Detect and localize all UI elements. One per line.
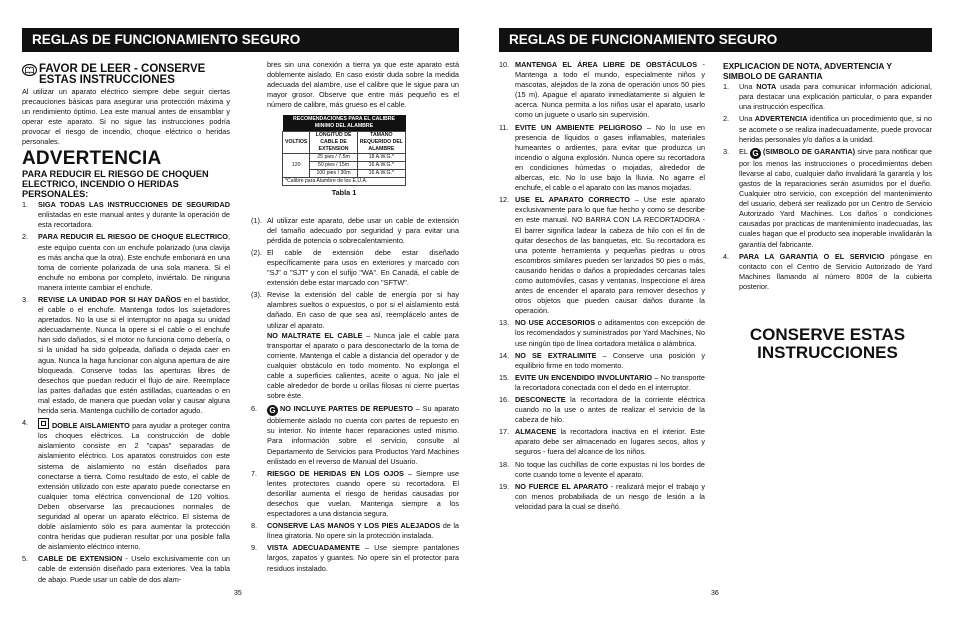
table-caption: Tabla 1: [331, 188, 357, 198]
item-bold: NOTA: [756, 82, 777, 92]
item-number: (3).: [251, 290, 262, 300]
col2-top-text: bres sin una conexión a tierra ya que este aparato está doblemente aislado. En caso existir duda sobre la medida adecuada del alambre, use el calibre que le sigue para un mayor grosor. Observe que entre más pequeño es el número de calibre, más grueso es el cable.: [267, 60, 459, 110]
item-number: 3.: [22, 295, 29, 305]
table-footnote: *Calibre para Alambre de los E.U.A.: [283, 178, 406, 186]
item-number: 3.: [723, 146, 730, 156]
right-page: [477, 0, 954, 618]
item-bold: ADVERTENCIA: [754, 114, 808, 124]
item-text: Al utilizar este aparato, debe usar un cable de extensión del tamaño adecuado por seguridad y para evitar una pérdida de potencia o sobrecalentamiento.: [267, 215, 459, 245]
list-item: [22, 554, 230, 584]
list-item: [723, 82, 932, 112]
list-item: [499, 482, 705, 512]
warning-title: ADVERTENCIA: [22, 147, 162, 169]
item-bold: SIGA TODAS LAS INSTRUCCIONES DE SEGURIDAD: [38, 200, 230, 210]
read-heading: FAVOR DE LEER - CONSERVE ESTAS INSTRUCCIONES: [22, 64, 230, 86]
book-icon: [22, 64, 37, 79]
item-number: 4.: [723, 251, 730, 261]
table-cell: 25 pies / 7.5m: [310, 154, 357, 162]
item-bold: NO FUERCE EL APARATO: [515, 481, 609, 491]
list-item: [22, 200, 230, 230]
list-item: [723, 252, 932, 292]
list-item: [499, 427, 705, 457]
item-text: – No lo use en presencia de líquidos o gases inflamables, materiales humeantes o ardientes, para evitar que produzca un incendio o alguna explosión. Nunca opere su recortadora en condiciones húmedas o mojadas, alrededor de albercas, etc. No lo use bajo la lluvia. No agarre el enchufe, el cable o el aparato con las manos mojadas.: [515, 122, 705, 193]
item-bold: PARA REDUCIR EL RIESGO DE CHOQUE ELECTRICO: [38, 232, 228, 242]
item-bold: NO SE EXTRALIMITE: [515, 350, 597, 360]
list-item: [22, 418, 230, 552]
item-number: 13.: [499, 318, 510, 328]
wire-table-wrap: [282, 115, 459, 198]
list-item: [499, 123, 705, 194]
item-number: 2.: [723, 114, 730, 124]
item-number: 1.: [723, 82, 730, 92]
item-number: 2.: [22, 232, 29, 242]
table-cell: 16 A.W.G.*: [357, 162, 405, 170]
item-number: 9.: [251, 543, 258, 553]
item-prefix: Una: [739, 114, 755, 124]
table-col-volts: VOLTIOS: [283, 132, 310, 154]
item-bold: DOBLE AISLAMIENTO: [52, 421, 130, 431]
item-text: - Uselo exclusivamente con un cable de extensión diseñado para exteriores. Vea la tabla de abajo. Puede usar un cable de dos alam-: [38, 554, 230, 584]
warranty-symbol-icon: G: [750, 148, 761, 159]
item-bold: REVISE LA UNIDAD POR SI HAY DAÑOS: [38, 295, 182, 305]
table-col-length: LONGITUD DE CABLE DE EXTENSION: [310, 132, 357, 154]
item-text: – Conserve una posición y equilibrio firme en todo momento.: [515, 350, 705, 370]
list-item: [499, 460, 705, 480]
right-column-2: [723, 62, 932, 294]
item-text: - realizará mejor el trabajo y con menos probabiliada de un riesgo de lesión a la velocidad para la cual se diseñó.: [515, 481, 706, 511]
table-cell: 18 A.W.G.*: [357, 154, 405, 162]
item-number: 11.: [499, 122, 509, 132]
subitems: [251, 216, 459, 402]
page-number-left: 35: [234, 590, 242, 597]
item-bold: (SIMBOLO DE GARANTIA): [762, 146, 856, 156]
table-col-size: TAMAÑO REQUERIDO DEL ALAMBRE: [357, 132, 405, 154]
right-column-1: [499, 60, 705, 514]
item-text: - Mantenga a todo el mundo, especialmente niños y mascotas, alejados de la zona de operación unos 50 pies (15 m). Apague el aparato inmediatamente si alguien le acerca. Nunca permita a los niños usar el aparato, usarlo como un juguete o usarlo sin supervisión.: [515, 60, 705, 120]
item-text: de la línea giratoria. No opere sin la protección instalada.: [267, 521, 459, 541]
list-item: [251, 469, 459, 519]
item-bold: PARA LA GARANTIA O EL SERVICIO: [739, 251, 885, 261]
item-number: 14.: [499, 350, 510, 360]
item-text: – Siempre use lentes protectores cuando opere su recortadora. El desorillar aumenta el riesgo de heridas causadas por desechos que vuelan. Mantenga siempre a los espectadores a una distancia segura.: [267, 468, 459, 519]
list-item: [251, 290, 459, 401]
item-text: sirve para notificar que por los menos las instrucciones o procedimientos deben llevarse al cabo, cualquier daño invalidará la garantía y los gastos de la reparaciones serán asumidos por el dueño. Cualquier otro servicio, con excepción del mantenimiento del usuario, deberá ser realizado por un Centro de Servicio Autorizado Yard Machines. Los daños o condiciones causadas por practicas de mantenimiento inadecuadas, las cuales hagan que el producto sea inoperable invalidarán la garantía del fabricante.: [739, 146, 932, 249]
right-banner: REGLAS DE FUNCIONAMIENTO SEGURO: [499, 28, 932, 52]
item-text: – Use siempre pantalones largos, zapatos y guantes. No opere sin el protector para residuos instalado.: [267, 543, 459, 573]
item-text: póngase en contacto con el Centro de Servicio Autorizado de Yard Machines llamando al número 800# de la cubierta posterior.: [739, 251, 932, 291]
item-prefix: EL: [739, 146, 750, 156]
item-number: (1).: [251, 215, 262, 225]
warning-subtitle: PARA REDUCIR EL RIESGO DE CHOQUEN ELECTRICO, INCENDIO O HERIDAS PERSONALES:: [22, 168, 209, 199]
items-col2: [251, 404, 459, 573]
conserve-instructions: [723, 326, 932, 362]
item-bold: EVITE UN AMBIENTE PELIGROSO: [515, 122, 643, 132]
item-number: 1.: [22, 200, 29, 210]
warranty-symbol-icon: G: [267, 405, 278, 416]
left-banner: REGLAS DE FUNCIONAMIENTO SEGURO: [22, 28, 459, 52]
item-text: , este equipo cuenta con un enchufe polarizado (una clavija es más ancha que la otra). Este enchufe embonará en una toma de corriente polarizada de una sola manera. Si el enchufe no embona por completo, inviértalo. De ninguna manera intente cambiar el enchufe.: [38, 232, 230, 292]
item-bold: EVITE UN ENCENDIDO INVOLUNTARIO: [515, 372, 653, 382]
item-text: para ayudar a proteger contra los choques eléctricos. La construcción de doble aislamiento consiste en 2 "capas" separadas de aislamiento eléctrico. Los aparatos construidos con este sistema de aislamiento no están diseñados para conectarse a tierra. Como resultado de esto, el cable de extensión utilizado con este aparato puede conectarse en cualquier toma eléctrica convencional de 120 voltios. Deben observarse las precauciones normales de seguridad al operar un aparato eléctrico. El sistema de doble aislamiento sólo es para aumentar la protección contra heridas que pudieran resultar por una posible falla de aislamiento eléctrico interno.: [38, 421, 230, 552]
item-text: identifica un procedimiento que, si no se acomete o se realiza inadecuadamente, puede provocar heridas personales y/o daños a la unidad.: [739, 114, 932, 144]
page-number-right: 36: [711, 590, 719, 597]
item-number: 17.: [499, 427, 510, 437]
item-text: enlistadas en este manual antes y durante la operación de esta recortadora.: [38, 210, 230, 230]
explanation-heading: EXPLICACION DE NOTA, ADVERTENCIA Y SIMBOLO DE GARANTIA: [723, 61, 892, 81]
table-volts-value: 120: [283, 154, 310, 178]
conserve-line-1: CONSERVE ESTAS: [749, 325, 906, 344]
list-item: [723, 114, 932, 144]
item-number: (2).: [251, 247, 262, 257]
item-bold: CONSERVE LAS MANOS Y LOS PIES ALEJADOS: [267, 521, 441, 531]
item-bold: CABLE DE EXTENSION: [38, 554, 123, 564]
wire-gauge-table: [282, 115, 406, 186]
item-text: – Use este aparato exclusivamente para lo que fue hecho y como se describe en este manual. NO BARRA CON LA RECORTADORA - El barrer significa ladear la cabeza de hilo con el fin de quitar desechos de las banquetas, etc. Su recortadora es una potente herramienta y pequeñas piedras u otros escombros similares pueden ser lanzados 50 pies o más, causando heridas o daños a propiedades cercanas tales como automóviles, casas y ventanas. Inspeccione el área antes de encender el aparato para remover desechos y otros objetos que pueden causar daños durante la operación.: [515, 195, 705, 316]
list-item: [251, 521, 459, 541]
item-number: 6.: [251, 404, 258, 414]
double-insulation-icon: [38, 418, 49, 429]
item-number: 10.: [499, 60, 510, 69]
item-continuation: [267, 331, 459, 402]
item-bold: RIESGO DE HERIDAS EN LOS OJOS: [267, 468, 404, 478]
list-item: [22, 232, 230, 293]
item-text: o aditamentos con excepción de los recomendados y suministrados por Yard Machines, No use ningún tipo de línea cortadora metálica o alámbrica.: [515, 318, 706, 348]
item-number: 5.: [22, 554, 29, 564]
item-number: 4.: [22, 418, 29, 428]
list-item: [499, 351, 705, 371]
item-bold: NO MALTRATE EL CABLE: [267, 330, 363, 340]
list-item: [499, 373, 705, 393]
list-item: [251, 543, 459, 573]
item-bold: VISTA ADECUADAMENTE: [267, 543, 360, 553]
explanation-items: [723, 82, 932, 292]
item-text: en el bastidor, el cable o el enchufe. Mantenga todos los sujetadores apretados. No la use si el interruptor no apaga su unidad adecuadamente. Nunca la opere si el cable o el enchufe han sido dañados, si el motor no funciona como debería, o si la unidad ha sido golpeada, dañada o dejada caer en agua. Nunca la haga funcionar con alguna apertura de aire bloqueada. Conserve todas las aperturas libres de desechos que puedan reducir el flujo de aire. Reemplace las partes dañadas que estén astilladas, cuarteadas o en mal estado, de manera que puedan volar y causar alguna herida seria. Mantenga cuchillo de cortador agudo.: [38, 295, 231, 416]
item-prefix: Una: [739, 82, 757, 92]
list-item: [499, 60, 705, 121]
left-column-1: [22, 64, 230, 587]
item-text: la recortadora de la corriente eléctrica cuando no la use o antes de realizar el servicio de la cabeza de hilo.: [515, 395, 705, 425]
item-bold: DESCONECTE: [515, 395, 566, 404]
conserve-line-2: INSTRUCCIONES: [757, 343, 898, 362]
item-text: – No transporte la recortadora conectada con el dedo en el interruptor.: [515, 372, 705, 392]
list-item: [22, 295, 230, 416]
item-text: – Su aparato doblemente aislado no cuenta con partes de repuesto en su interior. No intente hacer reparaciones usted mismo. Para información sobre el servicio, consulte al Departamento de Servicios para Productos Yard Machines enlistado en el reverso de Manual del Usuario.: [267, 404, 459, 466]
item-number: 16.: [499, 395, 510, 404]
list-item: [499, 195, 705, 316]
list-item: [251, 216, 459, 246]
item-bold: MANTENGA EL ÁREA LIBRE DE OBSTÁCULOS: [515, 60, 698, 69]
item-number: 19.: [499, 481, 510, 491]
item-bold: NO USE ACCESORIOS: [515, 318, 596, 328]
item-text: Revise la extensión del cable de energía por si hay alambres sueltos o expuestos, o por si el aislamiento está dañado. En caso de que sea así, reemplácelo antes de utilizar el aparato.: [267, 290, 459, 330]
item-text: la recortadora inactiva en el interior. Este aparato debe ser almacenado en lugares secos, altos y seguros - fuera del alcance de los niños.: [515, 427, 705, 457]
item-number: 8.: [251, 521, 258, 531]
items-col1: [22, 200, 230, 584]
table-cell: 16 A.W.G.*: [357, 170, 405, 178]
item-number: 15.: [499, 372, 510, 382]
table-cell: 50 pies / 15m: [310, 162, 357, 170]
item-bold: USE EL APARATO CORRECTO: [515, 195, 630, 205]
list-item: [251, 404, 459, 466]
list-item: [499, 318, 705, 348]
left-column-2: [251, 60, 459, 576]
item-text: El cable de extensión debe estar diseñado específicamente para usos en exteriores y marcado con "SJ" o "SJT" y con el sufijo "WA". En Canadá, el cable de extensión debe estar marcado con "SFTW".: [267, 247, 459, 288]
item-text: – Nunca jale el cable para transportar el aparato o para desconectarlo de la toma de corriente. Mantenga el cable a distancia del operador y de cualquier obstáculo en todo momento. No explonga el cable a superficies calientes, aceite o agua. No jale el cable alrededor de borde u orillas filosas ni cierre puertas sobre éste.: [267, 330, 459, 401]
item-number: 7.: [251, 468, 258, 478]
right-items: [499, 60, 705, 512]
list-item: [499, 395, 705, 425]
table-cell: 100 pies / 30m: [310, 170, 357, 178]
item-text: No toque las cuchillas de corte expustas ni los bordes de corte cuando tome o levente el aparato.: [515, 459, 705, 479]
read-intro: Al utilizar un aparato eléctrico siempre debe seguir ciertas precauciones básicas para asegurar una protección máxima y un rendimiento óptimo. Lea este manual antes de ensamblar y operar este aparato. Si no sigue las instrucciones podría provocar el riesgo de incendio, choque eléctrico o heridas personales.: [22, 87, 230, 147]
item-bold: NO INCLUYE PARTES DE REPUESTO: [280, 404, 414, 414]
item-text: usada para comunicar información adicional, para destacar una explicación particular, o para expander una instrucción específica.: [739, 82, 932, 112]
item-bold: ALMACENE: [515, 427, 557, 437]
table-header: RECOMENDACIONES PARA EL CALIBRE MINIMO DEL ALAMBRE: [283, 115, 406, 132]
list-item: [251, 248, 459, 288]
item-number: 12.: [499, 195, 510, 205]
list-item: [723, 147, 932, 250]
item-number: 18.: [499, 459, 510, 469]
